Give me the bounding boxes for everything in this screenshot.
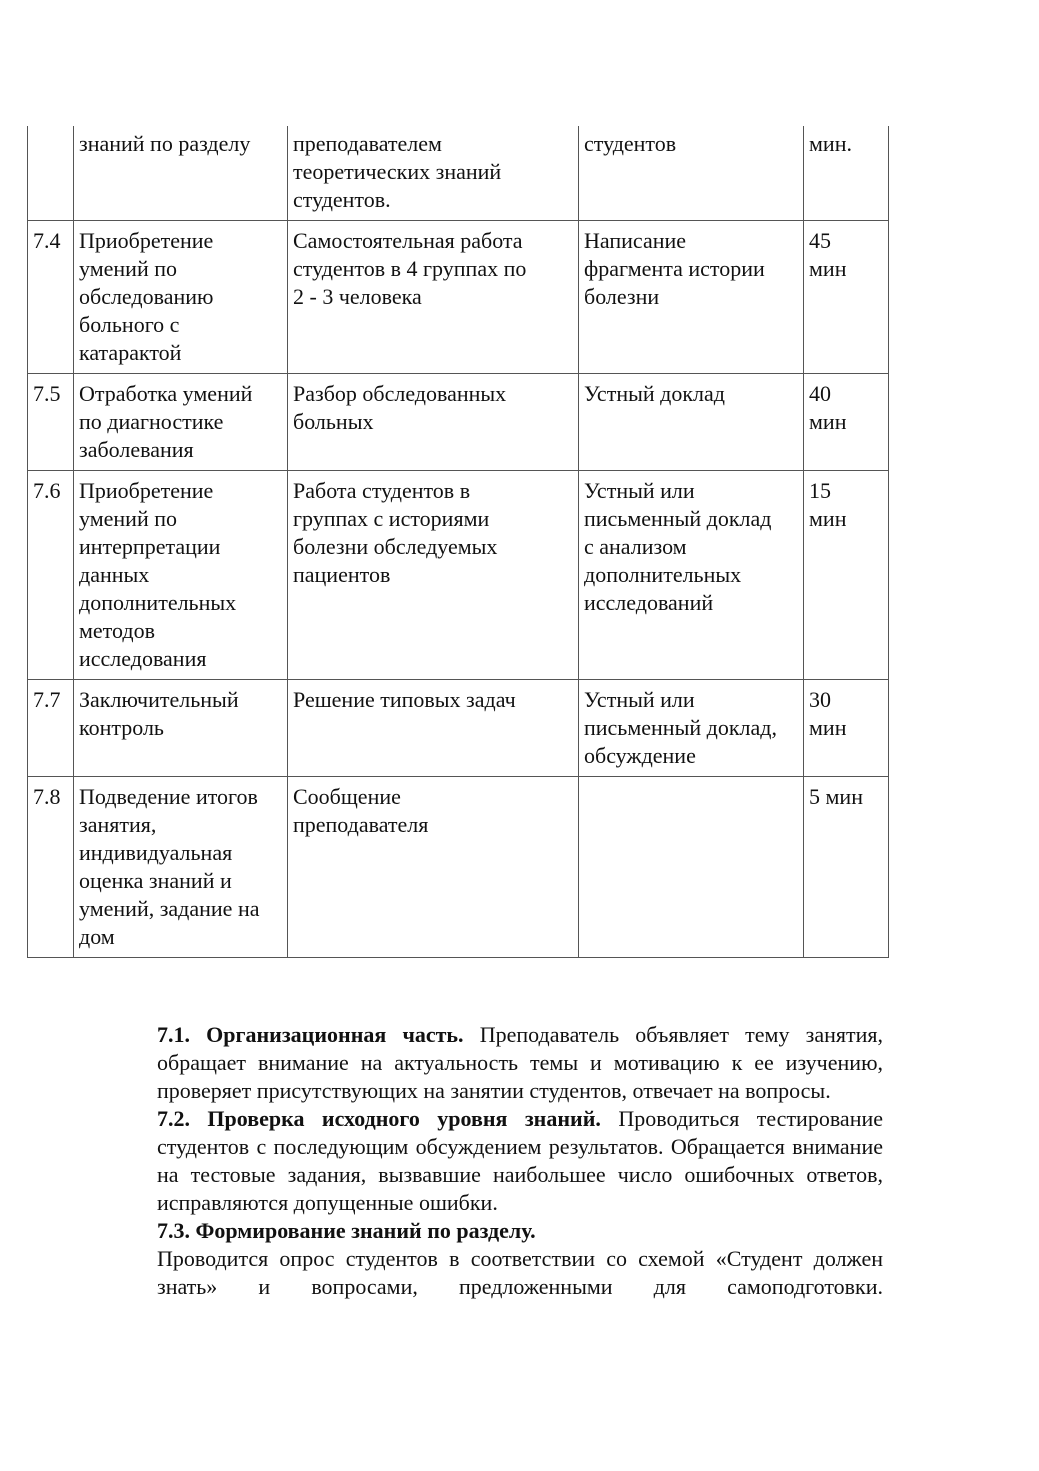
table-row	[28, 221, 889, 374]
section-7-2-text: Проводиться тестирование студентов с последующим обсуждением результатов. Обращается внимание на тестовые задания, вызвавшие наибольшее число ошибочных ответов, исправляются допущенные ошибки.	[157, 1106, 884, 1215]
stage-cell: Отработка умений по диагностике заболевания	[74, 374, 288, 471]
lesson-plan-table	[27, 126, 889, 958]
time-cell: 30 мин	[804, 680, 889, 777]
control-cell: Написание фрагмента истории болезни	[579, 221, 804, 374]
section-7-1	[157, 1021, 883, 1105]
stage-cell: Приобретение умений по обследованию больного с катарактой	[74, 221, 288, 374]
control-cell	[579, 777, 804, 958]
table-row	[28, 374, 889, 471]
section-7-3-heading: 7.3. Формирование знаний по разделу.	[157, 1218, 536, 1243]
method-cell: преподавателем теоретических знаний студентов.	[288, 126, 579, 221]
control-cell: студентов	[579, 126, 804, 221]
row-number-cell: 7.6	[28, 471, 74, 680]
stage-cell: Приобретение умений по интерпретации данных дополнительных методов исследования	[74, 471, 288, 680]
method-cell: Работа студентов в группах с историями болезни обследуемых пациентов	[288, 471, 579, 680]
time-cell: 15 мин	[804, 471, 889, 680]
stage-cell: знаний по разделу	[74, 126, 288, 221]
control-cell: Устный или письменный доклад, обсуждение	[579, 680, 804, 777]
row-number-cell	[28, 126, 74, 221]
control-cell: Устный доклад	[579, 374, 804, 471]
stage-cell: Заключительный контроль	[74, 680, 288, 777]
row-number-cell: 7.8	[28, 777, 74, 958]
section-7-3-text: Проводится опрос студентов в соответствии со схемой «Студент должен знать» и вопросами, предложенными для самоподготовки.	[157, 1246, 883, 1299]
section-7-3-body	[157, 1245, 883, 1301]
row-number-cell: 7.7	[28, 680, 74, 777]
stage-cell: Подведение итогов занятия, индивидуальная оценка знаний и умений, задание на дом	[74, 777, 288, 958]
table-row	[28, 126, 889, 221]
method-cell: Сообщение преподавателя	[288, 777, 579, 958]
body-text	[157, 1021, 883, 1301]
table-row	[28, 777, 889, 958]
section-7-1-heading: 7.1. Организационная часть.	[157, 1022, 464, 1047]
row-number-cell: 7.5	[28, 374, 74, 471]
method-cell: Самостоятельная работа студентов в 4 группах по 2 - 3 человека	[288, 221, 579, 374]
section-7-3	[157, 1217, 883, 1245]
table-row	[28, 471, 889, 680]
time-cell: 45 мин	[804, 221, 889, 374]
method-cell: Решение типовых задач	[288, 680, 579, 777]
time-cell: мин.	[804, 126, 889, 221]
row-number-cell: 7.4	[28, 221, 74, 374]
section-7-2	[157, 1105, 883, 1217]
time-cell: 40 мин	[804, 374, 889, 471]
time-cell: 5 мин	[804, 777, 889, 958]
control-cell: Устный или письменный доклад с анализом дополнительных исследований	[579, 471, 804, 680]
section-7-1-text: Преподаватель объявляет тему занятия, обращает внимание на актуальность темы и мотивацию к ее изучению, проверяет присутствующих на занятии студентов, отвечает на вопросы.	[157, 1022, 883, 1103]
table-row	[28, 680, 889, 777]
method-cell: Разбор обследованных больных	[288, 374, 579, 471]
section-7-2-heading: 7.2. Проверка исходного уровня знаний.	[157, 1106, 601, 1131]
